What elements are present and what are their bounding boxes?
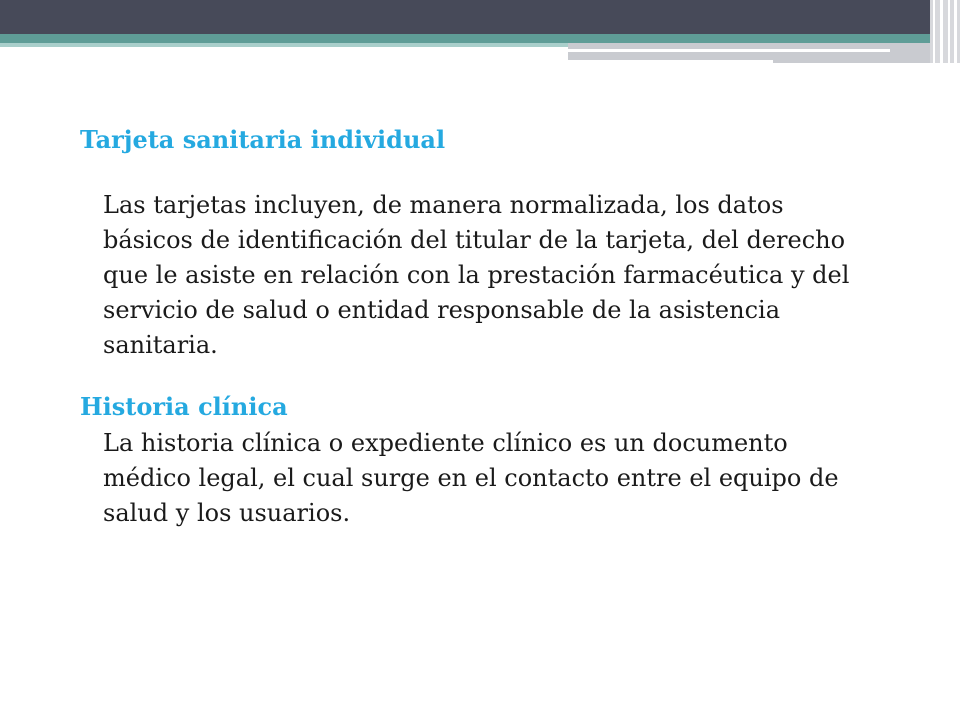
slide-content [80,122,880,531]
section-heading-tarjeta: Tarjeta sanitaria individual [80,125,446,154]
decorative-line [568,60,773,63]
header-accent-band-light [0,43,568,47]
decorative-line [568,49,890,52]
corner-stripe [940,0,943,63]
header-bar [0,0,960,34]
section-text-historia: La historia clínica o expediente clínico es un documento médico legal, el cual surge en el contacto entre el equipo de salud y los usuarios. [103,429,839,527]
header-accent-band [0,34,960,43]
section-heading-historia: Historia clínica [80,392,288,421]
corner-stripe [933,0,935,63]
corner-stripe [948,0,950,63]
section-text-tarjeta: Las tarjetas incluyen, de manera normalizada, los datos básicos de identificación del titular de la tarjeta, del derecho que le asiste en relación con la prestación farmacéutica y del servicio de salud o entidad responsable de la asistencia sanitaria. [103,191,850,359]
corner-stripe [954,0,957,63]
